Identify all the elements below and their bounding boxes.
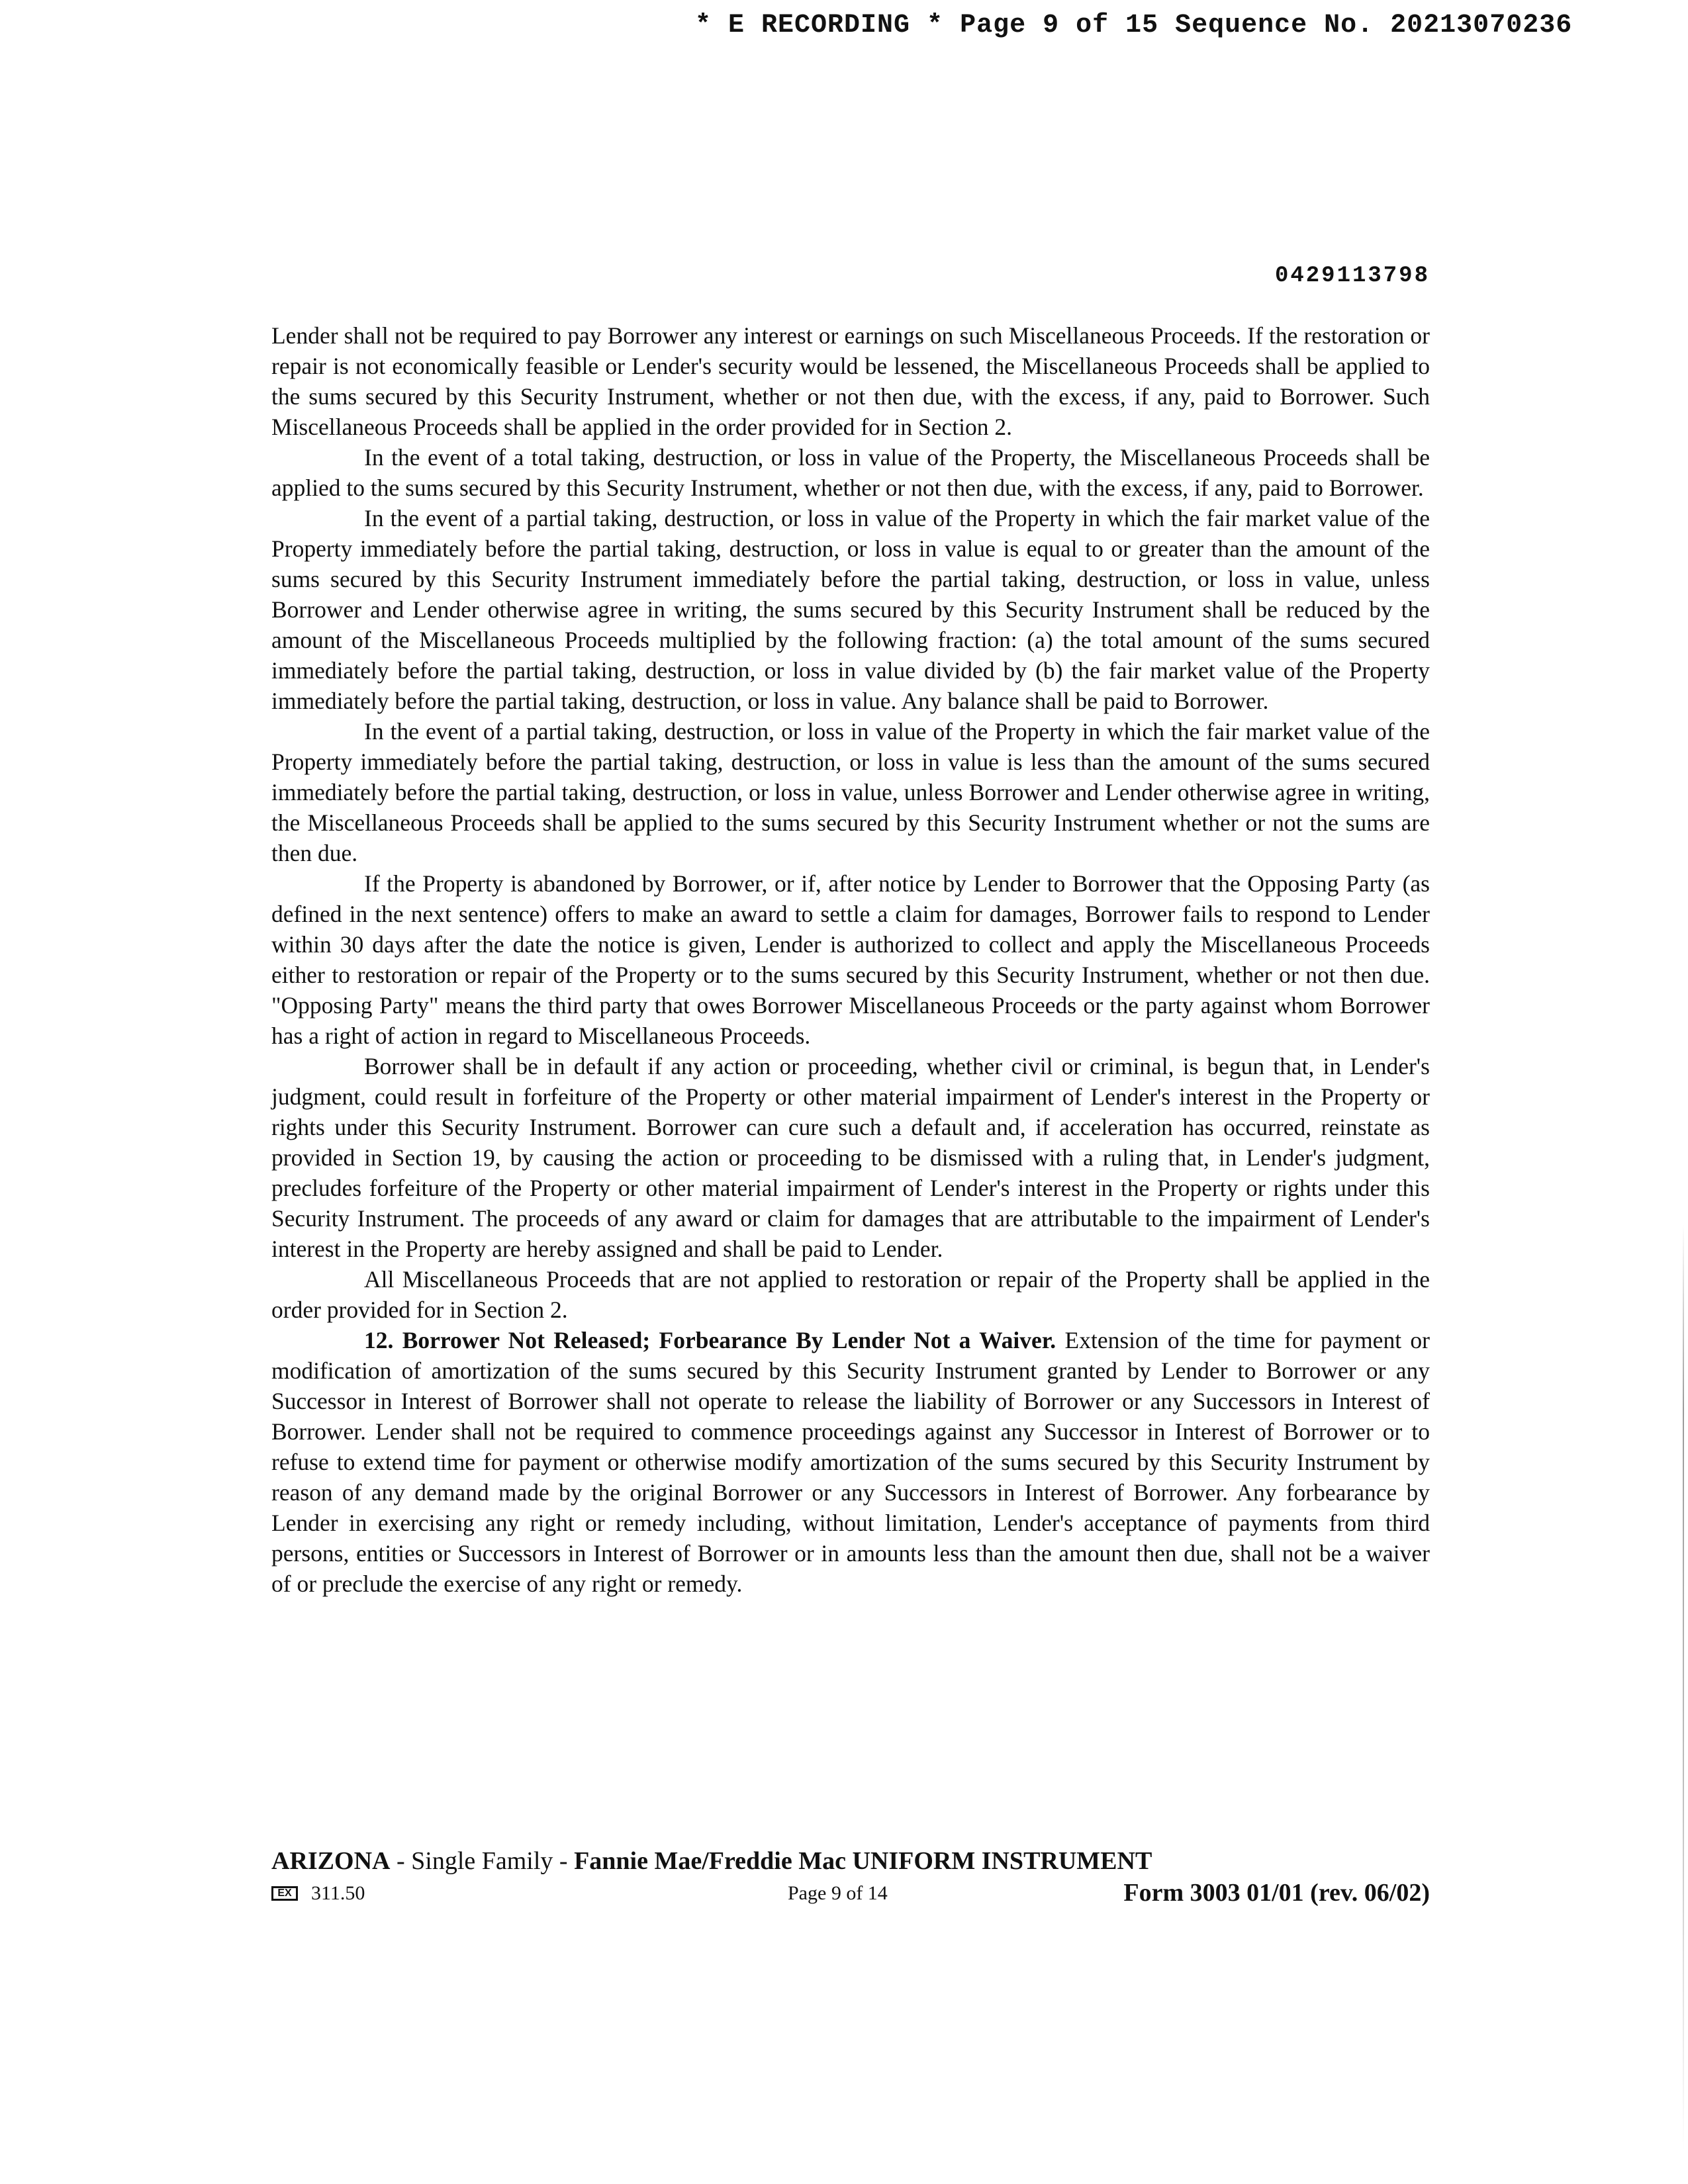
footer-instrument-line [271,1846,1430,1876]
footer-separator: - [390,1847,412,1875]
section-12-heading: 12. Borrower Not Released; Forbearance By Lender Not a Waiver. [364,1327,1056,1353]
paragraph-partial-taking-greater: In the event of a partial taking, destruction, or loss in value of the Property in which the fair market value of the Property immediately before the partial taking, destruction, or loss in value is equal to or greater than the amount of the sums secured by this Security Instrument immediately before the partial taking, destruction, or loss in value, unless Borrower and Lender otherwise agree in writing, the sums secured by this Security Instrument shall be reduced by the amount of the Miscellaneous Proceeds multiplied by the following fraction: (a) the total amount of the sums secured immediately before the partial taking, destruction, or loss in value divided by (b) the fair market value of the Property immediately before the partial taking, destruction, or loss in value. Any balance shall be paid to Borrower. [271,505,1430,714]
document-body [271,320,1430,1599]
footer-instrument: Fannie Mae/Freddie Mac UNIFORM INSTRUMENT [574,1847,1152,1875]
loan-number: 0429113798 [1274,263,1430,289]
paragraph-default: Borrower shall be in default if any action or proceeding, whether civil or criminal, is begun that, in Lender's judgment, could result in forfeiture of the Property or other material impairment of Lender's interest in the Property or rights under this Security Instrument. Borrower can cure such a default and, if acceleration has occurred, reinstate as provided in Section 19, by causing the action or proceeding to be dismissed with a ruling that, in Lender's judgment, precludes forfeiture of the Property or other material impairment of Lender's interest in the Property or rights under this Security Instrument. The proceeds of any award or claim for damages that are attributable to the impairment of Lender's interest in the Property are hereby assigned and shall be paid to Lender. [271,1053,1430,1262]
footer-form-line [271,1881,1430,1910]
paragraph-unapplied-proceeds: All Miscellaneous Proceeds that are not applied to restoration or repair of the Property shall be applied in the order provided for in Section 2. [271,1266,1430,1323]
recording-header: * E RECORDING * Page 9 of 15 Sequence No. 20213070236 [695,11,1573,40]
paragraph-partial-taking-less: In the event of a partial taking, destruction, or loss in value of the Property in which the fair market value of the Property immediately before the partial taking, destruction, or loss in value is less than the amount of the sums secured immediately before the partial taking, destruction, or loss in value, unless Borrower and Lender otherwise agree in writing, the Miscellaneous Proceeds shall be applied to the sums secured by this Security Instrument whether or not the sums are then due. [271,718,1430,866]
section-12 [271,1325,1430,1599]
form-number: Form 3003 01/01 (rev. 06/02) [1123,1879,1430,1907]
ex-logo: EX [271,1886,298,1901]
footer-family: Single Family [411,1847,553,1875]
paragraph-abandoned-property: If the Property is abandoned by Borrower, or if, after notice by Lender to Borrower that the Opposing Party (as defined in the next sentence) offers to make an award to settle a claim for damages, Borrower fails to respond to Lender within 30 days after the date the notice is given, Lender is authorized to collect and apply the Miscellaneous Proceeds either to restoration or repair of the Property or to the sums secured by this Security Instrument, whether or not then due. "Opposing Party" means the third party that owes Borrower Miscellaneous Proceeds or the party against whom Borrower has a right of action in regard to Miscellaneous Proceeds. [271,870,1430,1049]
footer-state: ARIZONA [271,1847,391,1875]
section-12-body: Extension of the time for payment or modification of amortization of the sums secured by this Security Instrument granted by Lender to Borrower or any Successor in Interest of Borrower shall not operate to release the liability of Borrower or any Successors in Interest of Borrower. Lender shall not be required to commence proceedings against any Successor in Interest of Borrower or to refuse to extend time for payment or otherwise modify amortization of the sums secured by this Security Instrument by reason of any demand made by the original Borrower or any Successors in Interest of Borrower. Any forbearance by Lender in exercising any right or remedy including, without limitation, Lender's acceptance of payments from third persons, entities or Successors in Interest of Borrower or in amounts less than the amount then due, shall not be a waiver of or preclude the exercise of any right or remedy. [271,1327,1430,1597]
footer-separator: - [553,1847,575,1875]
scan-edge-line [1683,1224,1684,2151]
form-code: 311.50 [311,1882,365,1904]
paragraph-total-taking: In the event of a total taking, destruction, or loss in value of the Property, the Miscellaneous Proceeds shall be applied to the sums secured by this Security Instrument, whether or not then due, with the excess, if any, paid to Borrower. [271,444,1430,501]
page-indicator: Page 9 of 14 [788,1882,888,1904]
paragraph-continued: Lender shall not be required to pay Borrower any interest or earnings on such Miscellaneous Proceeds. If the restoration or repair is not economically feasible or Lender's security would be lessened, the Miscellaneous Proceeds shall be applied to the sums secured by this Security Instrument, whether or not then due, with the excess, if any, paid to Borrower. Such Miscellaneous Proceeds shall be applied in the order provided for in Section 2. [271,322,1430,440]
